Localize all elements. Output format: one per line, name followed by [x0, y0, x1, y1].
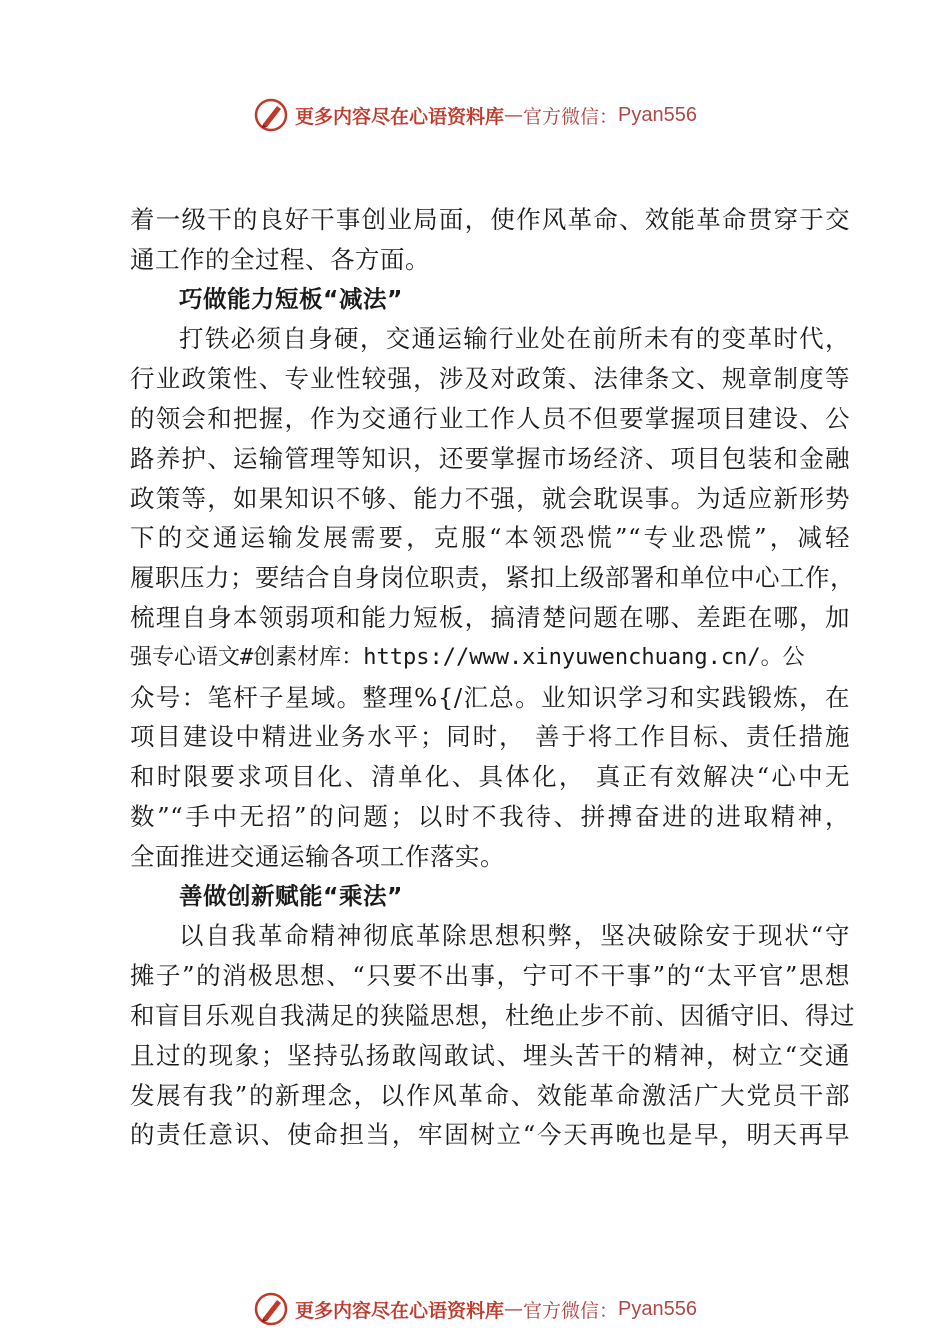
text-line: 全面推进交通运输各项工作落实。: [130, 841, 505, 871]
banner-brand: 更多内容尽在心语资料库: [295, 1299, 505, 1322]
header-banner: [0, 93, 950, 137]
text-line: 以自我革命精神彻底革除思想积弊，坚决破除安于现状“守: [179, 921, 850, 951]
section-heading: 巧做能力短板“减法”: [179, 284, 403, 313]
text-line: 的责任意识、使命担当，牢固树立“今天再晚也是早，明天再早: [130, 1120, 850, 1150]
text-line: 路养护、运输管理等知识，还要掌握市场经济、项目包装和金融: [130, 443, 850, 473]
pen-logo-icon: [253, 1291, 289, 1327]
text-line: 和盲目乐观自我满足的狭隘思想，杜绝止步不前、因循守旧、得过: [130, 1000, 855, 1030]
text-line: 摊子”的消极思想、“只要不出事，宁可不干事”的“太平官”思想: [130, 961, 850, 991]
banner-label: 官方微信：: [523, 1299, 619, 1322]
banner-separator: —: [504, 104, 524, 126]
text-line: 强专心语文#创素材库：https://www.xinyuwenchuang.cn/。公: [130, 644, 805, 670]
text-line: 的领会和把握，作为交通行业工作人员不但要掌握项目建设、公: [130, 403, 850, 433]
text-line: 政策等，如果知识不够、能力不强，就会耽误事。为适应新形势: [130, 483, 850, 513]
text-line: 着一级干的良好干事创业局面，使作风革命、效能革命贯穿于交: [130, 205, 850, 234]
text-line: 下的交通运输发展需要，克服“本领恐慌”“专业恐慌”，减轻: [130, 523, 850, 553]
text-line: 发展有我”的新理念，以作风革命、效能革命激活广大党员干部: [130, 1080, 850, 1110]
text-line: 梳理自身本领弱项和能力短板，搞清楚问题在哪、差距在哪，加: [130, 602, 850, 632]
banner-label: 官方微信：: [523, 105, 619, 128]
banner-wechat-id: Pyan556: [618, 1297, 697, 1320]
text-line: 和时限要求项目化、清单化、具体化， 真正有效解决“心中无: [130, 762, 850, 792]
pen-logo-icon: [253, 97, 289, 133]
footer-banner: [0, 1287, 950, 1331]
text-line: 行业政策性、专业性较强，涉及对政策、法律条文、规章制度等: [130, 364, 850, 394]
text-line: 项目建设中精进业务水平；同时， 善于将工作目标、责任措施: [130, 722, 850, 752]
section-heading: 善做创新赋能“乘法”: [179, 881, 403, 910]
text-line: 打铁必须自身硬，交通运输行业处在前所未有的变革时代，: [179, 324, 850, 354]
text-line: 通工作的全过程、各方面。: [130, 244, 430, 274]
banner-wechat-id: Pyan556: [618, 103, 697, 126]
text-line: 众号：笔杆子星域。整理%{/汇总。业知识学习和实践锻炼，在: [130, 682, 850, 712]
banner-brand: 更多内容尽在心语资料库: [295, 105, 505, 128]
document-body: [130, 200, 855, 1155]
text-line: 且过的现象；坚持弘扬敢闯敢试、埋头苦干的精神，树立“交通: [130, 1040, 850, 1070]
banner-separator: —: [504, 1298, 524, 1320]
text-line: 履职压力；要结合自身岗位职责，紧扣上级部署和单位中心工作，: [130, 563, 855, 593]
text-line: 数”“手中无招”的问题；以时不我待、拼搏奋进的进取精神，: [130, 801, 850, 831]
